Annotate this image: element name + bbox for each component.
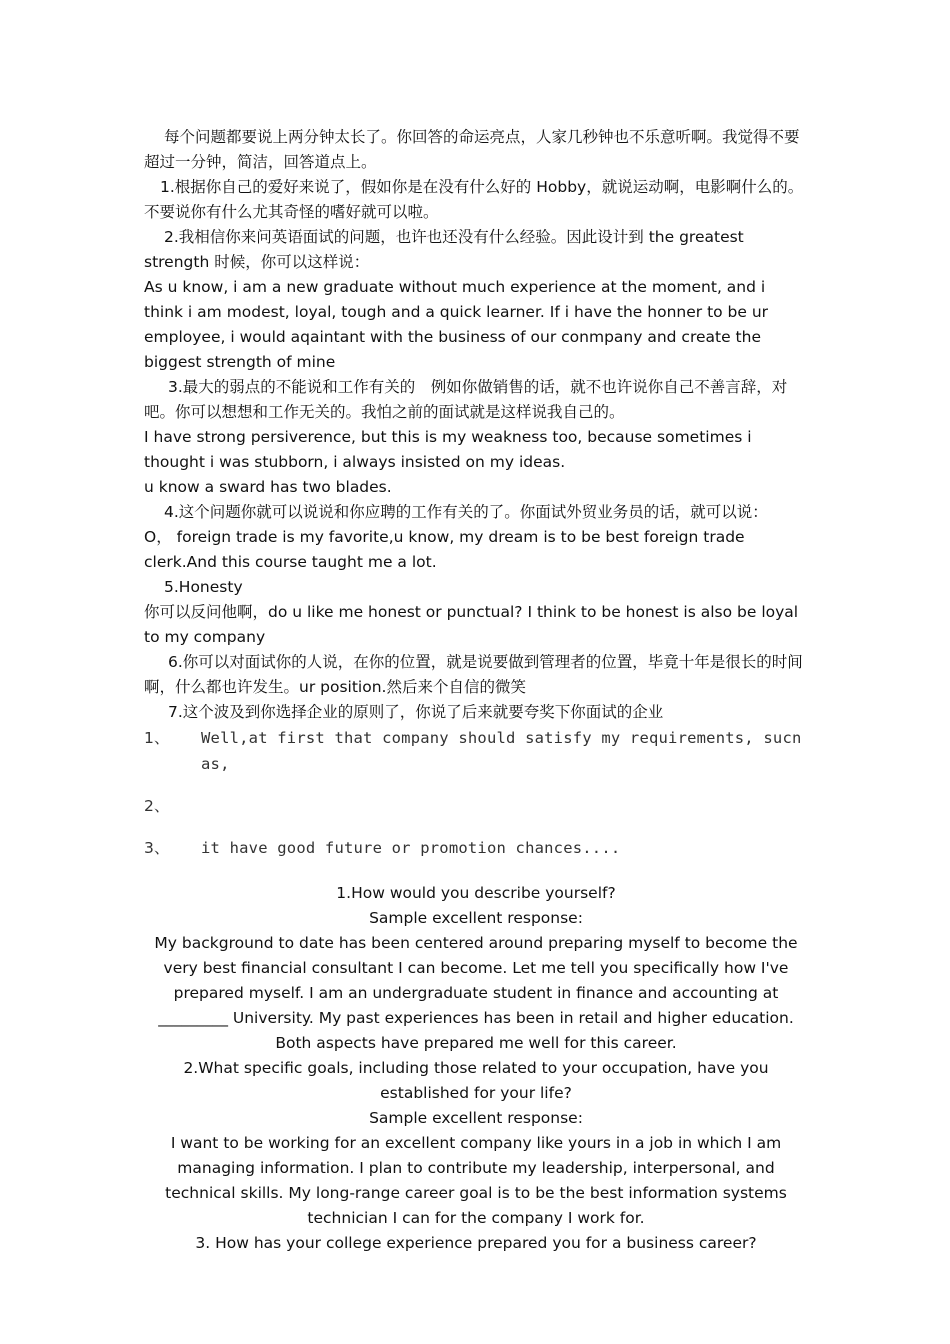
document-body: [144, 125, 808, 1256]
tip-4-job: 4.这个问题你就可以说说和你应聘的工作有关的了。你面试外贸业务员的话，就可以说：: [164, 503, 768, 521]
list-number: 1、: [144, 729, 170, 747]
list-item: [144, 835, 808, 861]
answer-2: I want to be working for an excellent company like yours in a job in which I am managing information. I plan to contribute my leadership, interpersonal, and technical skills. My long-range career goal is to be the best information systems technician I can for the company I work for.: [165, 1134, 787, 1227]
tip-7-company: 7.这个波及到你选择企业的原则了，你说了后来就要夸奖下你面试的企业: [168, 703, 664, 721]
tip-1-hobby: 1.根据你自己的爱好来说了，假如你是在没有什么好的 Hobby，就说运动啊，电影啊什么的。不要说你有什么尤其奇怪的嗜好就可以啦。: [144, 178, 804, 221]
list-number: 3、: [144, 839, 170, 857]
intro-paragraph: 每个问题都要说上两分钟太长了。你回答的命运亮点，人家几秒钟也不乐意听啊。我觉得不要超过一分钟，简洁，回答道点上。: [144, 128, 800, 171]
sample-response-label: Sample excellent response:: [369, 909, 583, 927]
list-text: [201, 793, 808, 819]
question-2: 2.What specific goals, including those related to your occupation, have you established for your life?: [183, 1059, 769, 1102]
tip-5-answer: 你可以反问他啊，do u like me honest or punctual? I think to be honest is also be loyal to my company: [144, 603, 799, 646]
question-1: 1.How would you describe yourself?: [336, 884, 616, 902]
tip-3-answer: I have strong persiverence, but this is my weakness too, because sometimes i thought i was stubborn, i always insisted on my ideas.: [144, 428, 752, 471]
tip-5-heading: 5.Honesty: [164, 578, 243, 596]
tip-3-weakness: 3.最大的弱点的不能说和工作有关的 例如你做销售的话，就不也许说你自己不善言辞，对吧。你可以想想和工作无关的。我怕之前的面试就是这样说我自己的。: [144, 378, 788, 421]
tip-2-strength: 2.我相信你来问英语面试的问题，也许也还没有什么经验。因此设计到 the greatest strength 时候，你可以这样说：: [144, 228, 744, 271]
answer-1: My background to date has been centered around preparing myself to become the very best financial consultant I can become. Let me tell you specifically how I've prepared myself. I am an undergraduate student in finance and accounting at _________ University. My past experiences has been in retail and higher education. Both aspects have prepared me well for this career.: [154, 934, 798, 1052]
tip-6-position: 6.你可以对面试你的人说，在你的位置，就是说要做到管理者的位置，毕竟十年是很长的时间啊，什么都也许发生。ur position.然后来个自信的微笑: [144, 653, 803, 696]
sample-response-label: Sample excellent response:: [369, 1109, 583, 1127]
list-text: it have good future or promotion chances....: [201, 839, 621, 857]
list-item: [144, 725, 808, 777]
list-text: Well,at first that company should satisfy my requirements, sucn as,: [201, 729, 802, 773]
list-item: [144, 793, 808, 819]
interview-qa-section: [144, 881, 808, 1256]
tip-2-answer: As u know, i am a new graduate without much experience at the moment, and i think i am modest, loyal, tough and a quick learner. If i have the honner to be ur employee, i would aqaintant with the business of our conmpany and create the biggest strength of mine: [144, 278, 769, 371]
numbered-list: [144, 725, 808, 861]
question-3: 3. How has your college experience prepared you for a business career?: [195, 1234, 757, 1252]
tip-3-answer-2: u know a sward has two blades.: [144, 478, 392, 496]
tip-4-answer: O， foreign trade is my favorite,u know, my dream is to be best foreign trade clerk.And this course taught me a lot.: [144, 528, 745, 571]
list-number: 2、: [144, 797, 170, 815]
